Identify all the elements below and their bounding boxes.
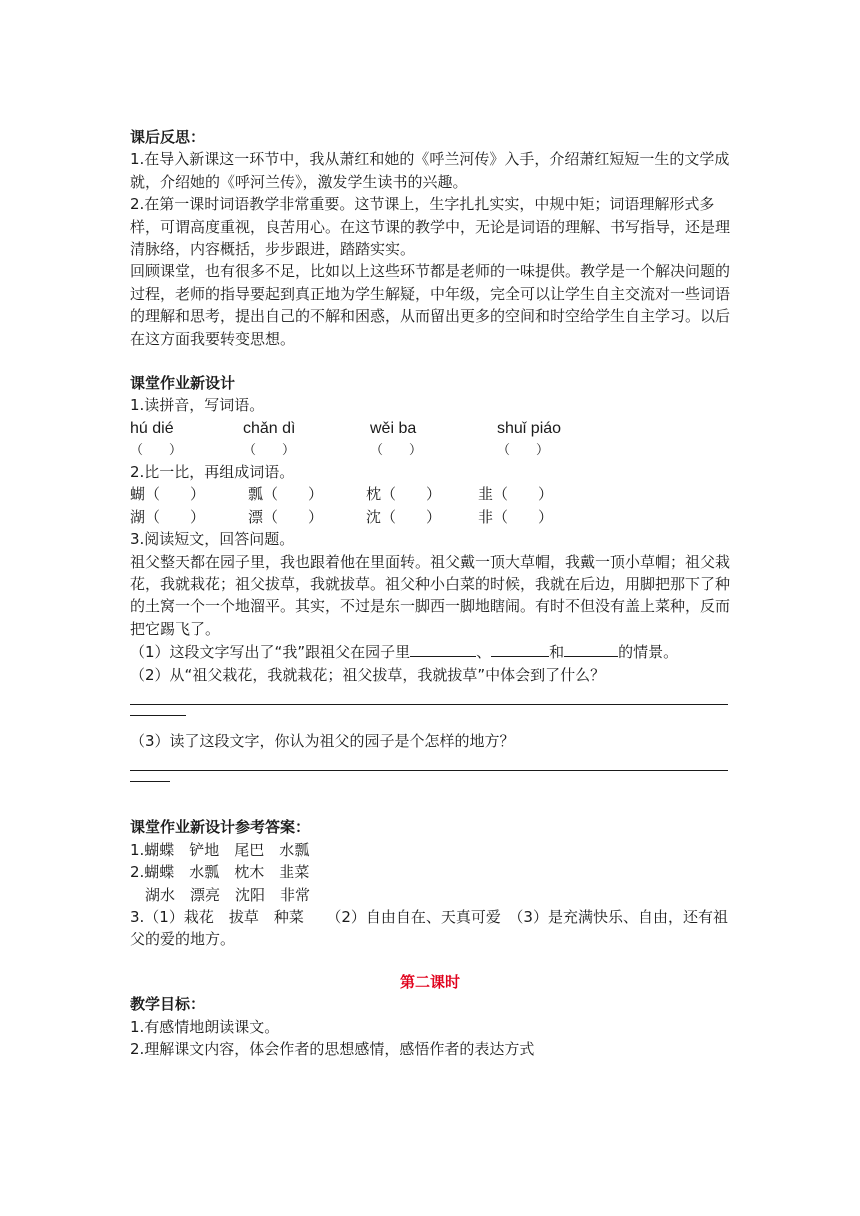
answer-line[interactable] xyxy=(130,686,728,705)
answer-2-continued: 湖水 漂亮 沈阳 非常 xyxy=(130,885,311,904)
question-3: 3.阅读短文，回答问题。 xyxy=(130,530,295,549)
compare-item: 漂（ ） xyxy=(248,507,324,526)
spacer xyxy=(130,782,730,816)
goals-title: 教学目标： xyxy=(130,995,206,1014)
answer-paren: （ ） xyxy=(130,442,183,458)
compare-item: 蝴（ ） xyxy=(130,485,206,504)
answer-line[interactable] xyxy=(130,752,728,771)
sub-question-3: （3）读了这段文字，你认为祖父的园子是个怎样的地方？ xyxy=(130,731,515,750)
reflection-paragraph-3: 回顾课堂，也有很多不足，比如以上这些环节都是老师的一味提供。教学是一个解决问题的过程，老师的指导要起到真正地为学生解疑，中年级，完全可以让学生自主交流对一些词语的理解和思考，提出自己的不解和困惑，从而留出更多的空间和时空给学生自主学习。以后在这方面我要转变思想。 xyxy=(130,262,731,348)
homework-title: 课堂作业新设计 xyxy=(130,374,236,393)
pinyin-item: shuǐ piáo xyxy=(497,419,562,437)
compare-item: 韭（ ） xyxy=(478,485,554,504)
answer-paren: （ ） xyxy=(243,442,296,458)
fill-blank[interactable] xyxy=(491,640,549,657)
answer-line-end[interactable] xyxy=(130,771,170,782)
answer-paren: （ ） xyxy=(370,442,423,458)
pinyin-item: chǎn dì xyxy=(243,419,296,437)
sub-question-2: （2）从“祖父栽花，我就栽花；祖父拔草，我就拔草”中体会到了什么？ xyxy=(130,665,606,684)
pinyin-row xyxy=(130,417,730,441)
fill-blank[interactable] xyxy=(564,640,618,657)
reflection-paragraph-2: 2.在第一课时词语教学非常重要。这节课上，生字扎扎实实，中规中矩；词语理解形式多样，可谓高度重视，良苦用心。在这节课的教学中，无论是词语的理解、书写指导，还是理清脉络，内容概括，步步跟进，踏踏实实。 xyxy=(130,195,731,259)
answer-line-end[interactable] xyxy=(130,705,186,716)
compare-item: 瓢（ ） xyxy=(248,485,324,504)
pinyin-item: hú dié xyxy=(130,419,174,437)
sub-question-1 xyxy=(130,640,730,663)
compare-row-2 xyxy=(130,506,730,528)
answer-paren-row xyxy=(130,441,730,461)
document-page xyxy=(130,126,730,1060)
reflection-paragraph-1: 1.在导入新课这一环节中，我从萧红和她的《呼兰河传》入手，介绍萧红短短一生的文学成就，介绍她的《呼河兰传》，激发学生读书的兴趣。 xyxy=(130,150,730,191)
sub-question-1-text: （1）这段文字写出了“我”跟祖父在园子里 xyxy=(130,643,411,662)
fill-blank[interactable] xyxy=(410,640,476,657)
reflection-title: 课后反思： xyxy=(130,128,206,146)
compare-item: 非（ ） xyxy=(478,507,554,526)
separator: 和 xyxy=(549,643,565,662)
lesson-2-heading: 第二课时 xyxy=(399,972,460,991)
compare-row-1 xyxy=(130,483,730,505)
spacer xyxy=(130,951,730,971)
goal-2: 2.理解课文内容，体会作者的思想感情，感悟作者的表达方式 xyxy=(130,1040,535,1058)
question-2: 2.比一比，再组成词语。 xyxy=(130,462,295,481)
answers-title: 课堂作业新设计参考答案： xyxy=(130,818,311,837)
answer-paren: （ ） xyxy=(497,442,550,458)
compare-item: 湖（ ） xyxy=(130,507,206,526)
goal-1: 1.有感情地朗读课文。 xyxy=(130,1017,280,1036)
compare-item: 沈（ ） xyxy=(366,507,442,526)
spacer xyxy=(130,716,730,730)
separator: 、 xyxy=(476,643,492,662)
compare-item: 枕（ ） xyxy=(366,485,442,504)
sub-question-1-end: 的情景。 xyxy=(618,643,679,662)
answer-3: 3.（1）栽花 拔草 种菜 （2）自由自在、天真可爱 （3）是充满快乐、自由，还有祖父的爱的地方。 xyxy=(130,907,728,949)
reading-passage: 祖父整天都在园子里，我也跟着他在里面转。祖父戴一顶大草帽，我戴一顶小草帽；祖父栽花，我就栽花；祖父拔草，我就拔草。祖父种小白菜的时候，我就在后边，用脚把那下了种的土窝一个一个地溜平。其实，不过是东一脚西一脚地瞎闹。有时不但没有盖上菜种，反而把它踢飞了。 xyxy=(130,552,731,638)
question-1: 1.读拼音，写词语。 xyxy=(130,396,265,415)
answer-2: 2.蝴蝶 水瓢 枕木 韭菜 xyxy=(130,863,310,882)
spacer xyxy=(130,350,730,372)
answer-1: 1.蝴蝶 铲地 尾巴 水瓢 xyxy=(130,840,310,859)
pinyin-item: wěi ba xyxy=(370,419,417,437)
